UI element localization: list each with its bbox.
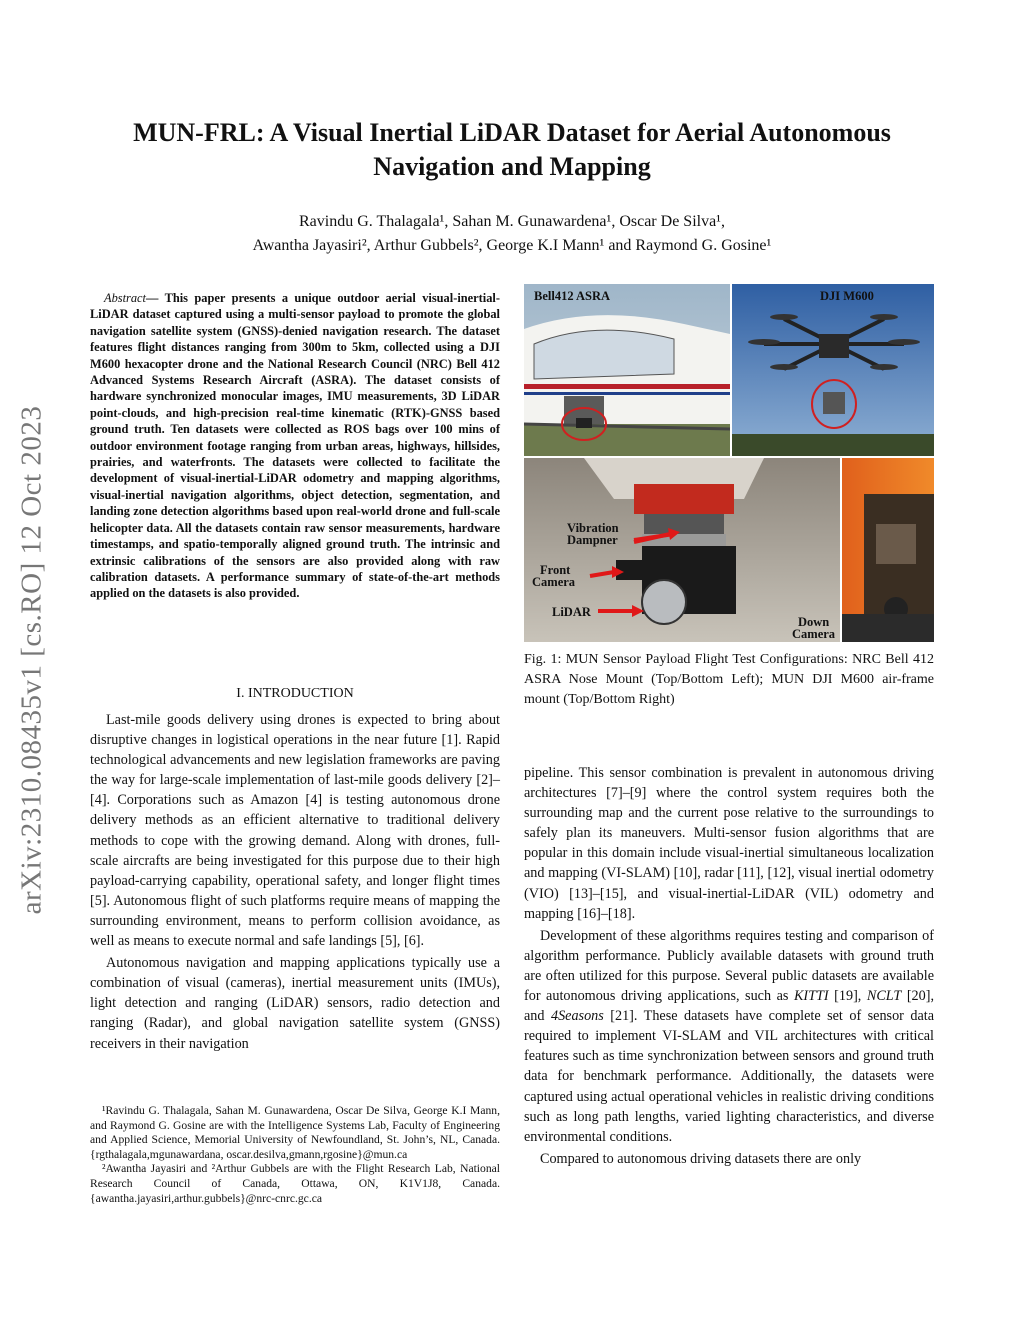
label-front-2: Camera — [532, 575, 576, 589]
drone-mount-photo — [842, 458, 934, 642]
label-bell412: Bell412 ASRA — [534, 289, 611, 303]
drone-photo — [732, 284, 934, 456]
label-down-1: Down — [798, 615, 830, 629]
intro-paragraph-2: Autonomous navigation and mapping applications typically use a combination of visual (cameras), inertial measurement units (IMUs), light detection and ranging (LiDAR) sensors, radio detection and ranging (Radar), and global navigation satellite system (GNSS) receivers in their navigation — [90, 955, 500, 1052]
figure-caption: Fig. 1: MUN Sensor Payload Flight Test Configurations: NRC Bell 412 ASRA Nose Mount (Top/Bottom Left); MUN DJI M600 air-frame mount (Top/Bottom Right) — [524, 652, 934, 707]
arxiv-id: arXiv:2310.08435v1 [cs.RO] 12 Oct 2023 — [15, 405, 48, 915]
authors-line-1: Ravindu G. Thalagala¹, Sahan M. Gunawardena¹, Oscar De Silva¹, — [299, 213, 725, 230]
intro-paragraph-5: Compared to autonomous driving datasets there are only — [540, 1150, 862, 1167]
helicopter-photo — [524, 284, 730, 456]
figure-1 — [524, 284, 934, 642]
intro-paragraph-1: Last-mile goods delivery using drones is expected to bring about disruptive changes in logistical operations in the near future [1]. Rapid technological advancements and new legislation frameworks are paving the way for large-scale implementation of last-mile goods delivery [2]–[4]. Corporations such as Amazon [4] is testing autonomous drone delivery methods as an efficient alternative to traditional delivery methods to cope with the growing demand. Along with drones, full-scale aircrafts are being investigated for this purpose due to their high payload-carrying capability, operational safety, and longer flight times [5]. Autonomous flight of such platforms require means of mapping the surrounding environment, means to perform collision avoidance, as well as means to execute normal and safe landings [5], [6]. — [90, 712, 500, 950]
figure-1-image — [524, 284, 934, 642]
p4-part-b: [19], — [828, 988, 867, 1005]
authors-line-2: Awantha Jayasiri², Arthur Gubbels², George K.I Mann¹ and Raymond G. Gosine¹ — [252, 237, 772, 254]
p4-part-c: [20], and — [524, 988, 935, 1025]
right-column-body — [524, 763, 934, 1171]
label-front-1: Front — [540, 563, 571, 577]
footnotes — [90, 1104, 500, 1206]
footnote-2: ²Awantha Jayasiri and ²Arthur Gubbels are with the Flight Research Lab, National Research Council of Canada, Ottawa, ON, K1V1J8, Canada. {awantha.jayasiri,arthur.gubbels}@nrc-cnrc.gc.ca — [90, 1162, 500, 1205]
author-list — [80, 210, 944, 258]
p4-part-d: [21]. These datasets have complete set of sensor data required to implement VI-SLAM and VIL architectures with critical features such as time synchronization between sensors and ground truth data for benchmark performance. Additionally, the datasets were captured using actual operational vehicles in realistic driving conditions such as long path lengths, varied lighting characteristics, and diverse environmental conditions. — [524, 1008, 934, 1145]
label-vibration-2: Dampner — [567, 533, 618, 547]
label-down-2: Camera — [792, 627, 836, 641]
intro-paragraph-3: pipeline. This sensor combination is prevalent in autonomous driving architectures [7]–[9] where the control system requires both the surrounding map and the current pose relative to the surroundings to safely plan its maneuvers. Multi-sensor fusion algorithms that are popular in this domain include visual-inertial simultaneous localization and mapping (VI-SLAM) [10], radar [11], [12], visual inertial odometry (VIO) [13]–[15], and visual-inertial-LiDAR (VIL) odometry and mapping [16]–[18]. — [524, 765, 934, 922]
p4-part-a: Development of these algorithms requires testing and comparison of algorithm performance. Publicly available datasets with ground truth are often utilized for this purpose. Several public datasets are available for autonomous driving applications, such as — [524, 927, 934, 1005]
title-line-2: Navigation and Mapping — [373, 152, 651, 181]
title-line-1: MUN-FRL: A Visual Inertial LiDAR Dataset for Aerial Autonomous — [133, 118, 891, 147]
label-lidar: LiDAR — [552, 605, 591, 619]
footnote-1: ¹Ravindu G. Thalagala, Sahan M. Gunawardena, Oscar De Silva, George K.I Mann, and Raymond G. Gosine are with the Intelligence Systems Lab, Faculty of Engineering and Applied Science, Memorial University of Newfoundland, St. John’s, NL, Canada. {rgthalagala,mgunawardana, oscar.desilva,gmann,rgosine}@mun.ca — [90, 1104, 500, 1161]
intro-paragraph-4 — [524, 926, 934, 1147]
label-vibration-1: Vibration — [567, 521, 619, 535]
abstract — [90, 290, 500, 602]
arxiv-stamp — [12, 360, 52, 960]
paper-title — [80, 116, 944, 184]
left-column-body — [90, 710, 500, 1056]
4seasons-ref: 4Seasons — [550, 1008, 604, 1025]
abstract-text: — This paper presents a unique outdoor aerial visual-inertial-LiDAR dataset captured using a multi-sensor payload to promote the global navigation satellite system (GNSS)-denied navigation research. The dataset features flight distances ranging from 300m to 5km, collected using a DJI M600 hexacopter drone and the National Research Council (NRC) Bell 412 Advanced Systems Research Aircraft (ASRA). The dataset consists of hardware synchronized monocular images, IMU measurements, 3D LiDAR point-clouds, and high-precision real-time kinematic (RTK)-GNSS based ground truth. Ten datasets were collected as ROS bags over 100 mins of outdoor environment footage ranging from urban areas, highways, hillsides, prairies, and waterfronts. The datasets were collected to facilitate the development of visual-inertial-LiDAR odometry and mapping algorithms, visual-inertial navigation algorithms, object detection, segmentation, and landing zone detection algorithms based upon real-world drone and full-scale helicopter data. All the datasets contain raw sensor measurements, hardware timestamps, and spatio-temporally aligned ground truth. The intrinsic and extrinsic calibrations of the sensors are also provided along with raw calibration datasets. A performance summary of state-of-the-art methods applied on the datasets is also provided. — [90, 291, 500, 601]
label-dji-m600: DJI M600 — [820, 289, 874, 303]
section-heading: I. INTRODUCTION — [236, 686, 354, 701]
abstract-label: Abstract — [104, 291, 146, 305]
kitti-ref: KITTI — [793, 988, 829, 1005]
nclt-ref: NCLT — [866, 988, 902, 1005]
